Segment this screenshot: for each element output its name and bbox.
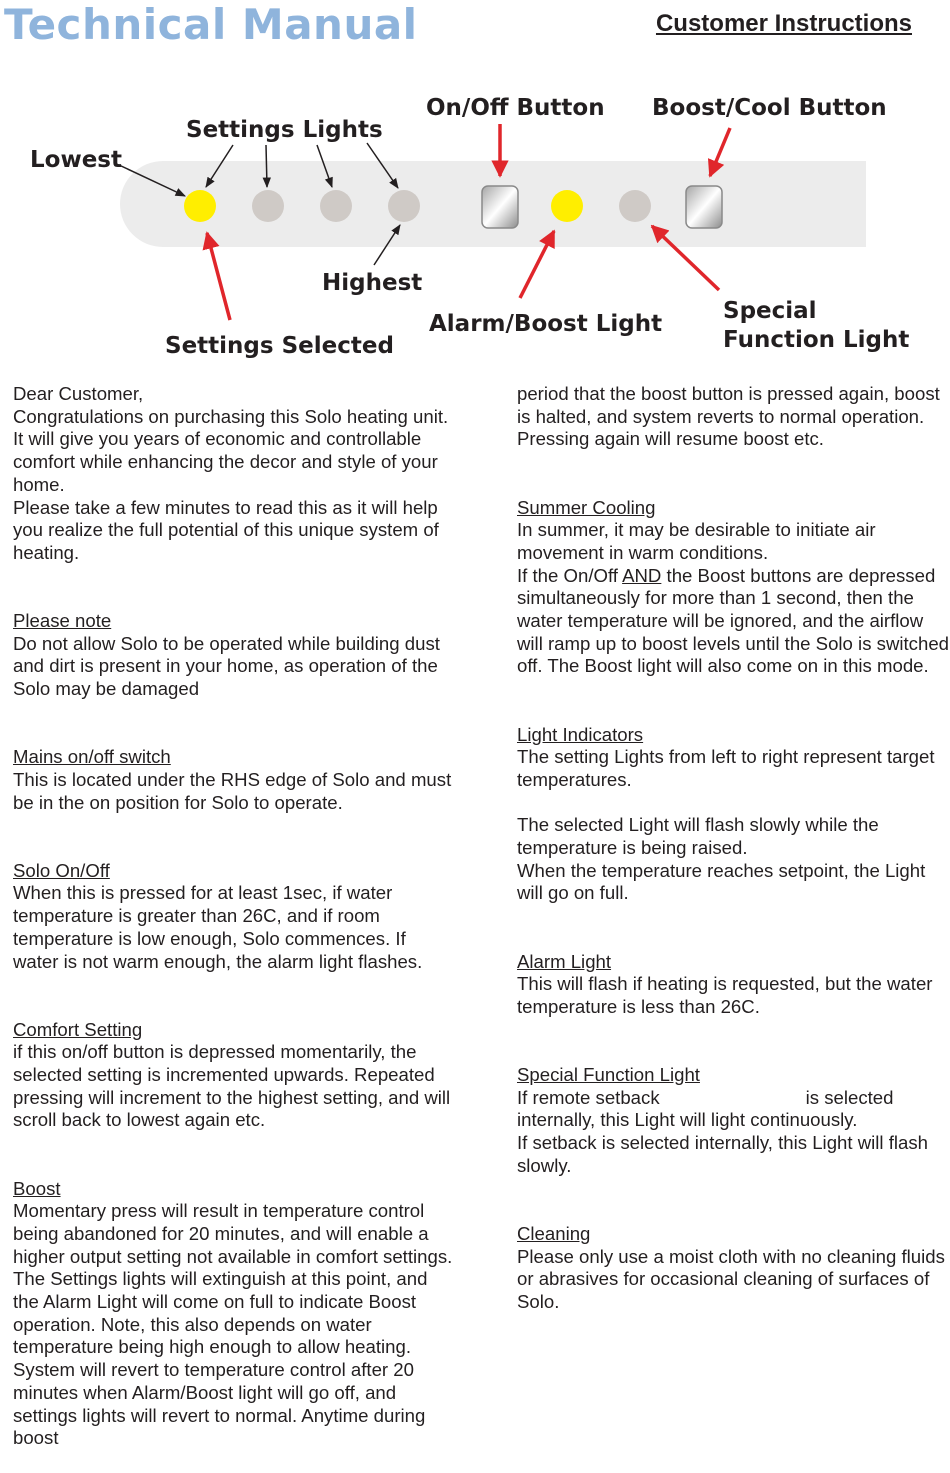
section-light-indicators [517,701,949,792]
light-body-2: The selected Light will flash slowly while the temperature is being raised. When the temperature reaches setpoint, the Light will go on full. [517,814,926,904]
special-function-light [619,190,651,222]
settings-light-2 [252,190,284,222]
solo-body: When this is pressed for at least 1sec, if water temperature is greater than 26C, and if room temperature is low enough, Solo commences. If water is not warm enough, the alarm light flashes. [13,882,423,972]
right-column [517,383,949,1336]
summer-heading: Summer Cooling [517,496,656,518]
cleaning-body: Please only use a moist cloth with no cleaning fluids or abrasives for occasional cleaning of surfaces of Solo. [517,1245,945,1313]
section-alarm-light [517,928,949,1019]
alarm-boost-light [551,190,583,222]
section-special-function [517,1041,949,1177]
solo-heading: Solo On/Off [13,859,110,881]
section-mains-switch [13,724,453,815]
intro-paragraph: Dear Customer, Congratulations on purchasing this Solo heating unit. It will give you years of economic and controllable comfort while enhancing the decor and style of your home. Please take a few minutes to read this as it will help you realize the full potential of this unique system of heating. [13,383,449,563]
label-highest: Highest [322,270,423,296]
cleaning-heading: Cleaning [517,1222,591,1244]
settings-light-4 [388,190,420,222]
manual-title: Technical Manual [4,0,418,49]
please-note-heading: Please note [13,610,112,632]
special-heading: Special Function Light [517,1064,700,1086]
summer-body-1: In summer, it may be desirable to initiate air movement in warm conditions. [517,519,876,563]
special-body-2: internally, this Light will light continuously. If setback is selected internally, this Light will flash slowly. [517,1109,928,1176]
comfort-heading: Comfort Setting [13,1018,143,1040]
summer-body-2b: the Boost buttons are depressed simultaneously for more than 1 second, then the water temperature will be ignored, and the airflow will ramp up to boost levels until the Solo is switched off. The Boost light will also come on in this mode. [517,564,949,677]
settings-light-1 [184,190,216,222]
label-settings-selected: Settings Selected [165,333,394,359]
boost-cool-button[interactable] [686,186,722,228]
label-settings-lights: Settings Lights [186,117,383,143]
label-on-off-button: On/Off Button [426,95,605,121]
label-boost-cool-button: Boost/Cool Button [652,95,887,121]
please-note-body: Do not allow Solo to be operated while building dust and dirt is present in your home, as operation of the Solo may be damaged [13,632,440,700]
alarm-heading: Alarm Light [517,950,612,972]
light-heading: Light Indicators [517,723,644,745]
boost-continued: period that the boost button is pressed again, boost is halted, and system reverts to normal operation. Pressing again will resume boost etc. [517,383,940,450]
settings-light-arrow-2 [266,145,267,187]
settings-light-3 [320,190,352,222]
label-special-function-1: Special [723,298,817,324]
left-column [13,383,453,1473]
special-body-1a: If remote setback [517,1086,660,1108]
summer-and: AND [622,564,662,586]
alarm-body: This will flash if heating is requested, but the water temperature is less than 26C. [517,973,933,1017]
control-panel-diagram [0,60,950,370]
customer-instructions-heading: Customer Instructions [655,10,912,37]
light-body-1: The setting Lights from left to right represent target temperatures. [517,746,935,790]
section-please-note [13,587,453,701]
boost-body: Momentary press will result in temperature control being abandoned for 20 minutes, and will enable a higher output setting not available in comfort settings. The Settings lights will extinguish at this point, and the Alarm Light will come on full to indicate Boost operation. Note, this also depends on water temperature being high enough to allow heating. System will revert to temperature control after 20 minutes when Alarm/Boost light will go off, and settings lights will revert to normal. Anytime during boost [13,1200,453,1449]
comfort-body: if this on/off button is depressed momentarily, the selected setting is incremented upwards. Repeated pressing will increment to the highest setting, and will scroll back to lowest again etc. [13,1041,451,1131]
summer-body-2a: If the On/Off [517,564,623,586]
label-special-function-2: Function Light [723,327,910,353]
on-off-button[interactable] [482,186,518,228]
mains-body: This is located under the RHS edge of Solo and must be in the on position for Solo to operate. [13,768,452,813]
section-comfort-setting [13,996,453,1132]
mains-heading: Mains on/off switch [13,746,171,768]
boost-heading: Boost [13,1177,61,1199]
special-body-1b: is selected [805,1086,894,1108]
section-cleaning [517,1200,949,1314]
label-alarm-boost-light: Alarm/Boost Light [429,311,663,337]
section-summer-cooling [517,474,949,678]
section-solo-on-off [13,837,453,973]
label-lowest: Lowest [30,147,122,173]
